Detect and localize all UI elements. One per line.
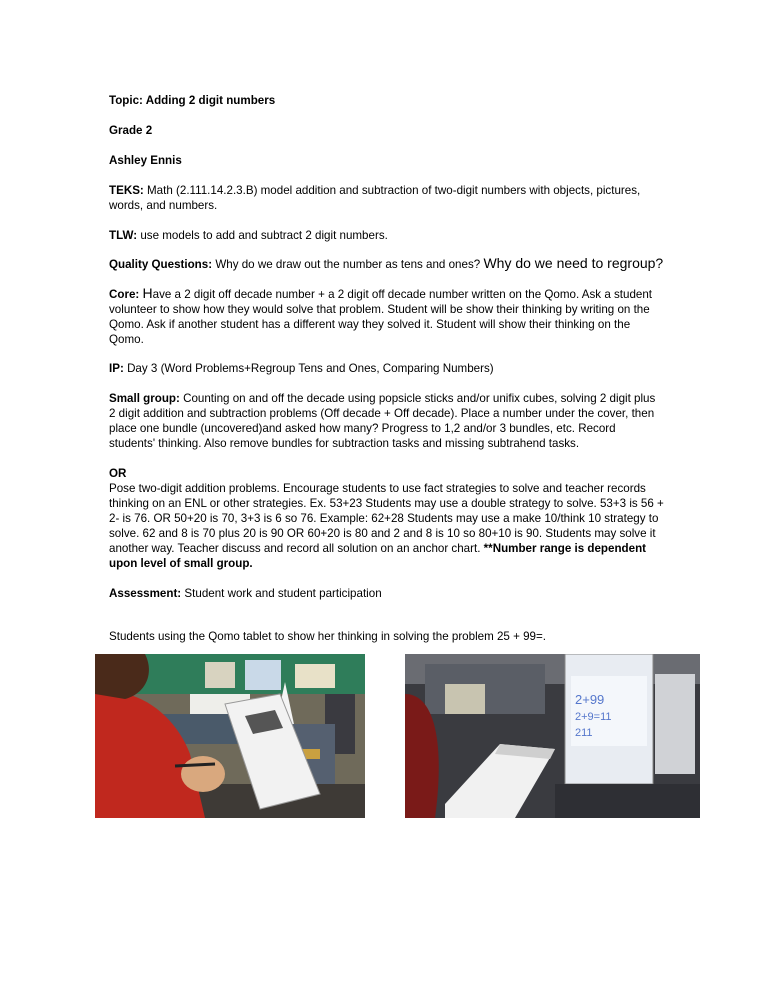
screen-writing-line-1: 2+99 — [575, 692, 605, 707]
or-text: Pose two-digit addition problems. Encourage students to use fact strategies to solve and teacher records thinking on an ENL or other strategies. Ex. 53+23 Students may use a double strategy to solve. 53+3 is 56 + 2- is 76. OR 50+20 is 70, 3+3 is 6 so 76. Example: 62+28 Students may use a make 10/think 10 strategy to solve. 62 and 8 is 70 plus 20 is 90 OR 60+20 is 80 and 2 and 8 is 10 so 80+10 is 90. Students may solve it another way. Teacher discuss and record all solution on an anchor chart. — [109, 482, 664, 555]
tlw-paragraph — [109, 228, 664, 243]
assessment-paragraph — [109, 586, 664, 601]
or-note: **Number range is dependent upon level of small group. — [109, 542, 647, 570]
screen-writing-line-2: 2+9=11 — [575, 711, 612, 723]
or-paragraph — [109, 481, 664, 571]
topic-line — [109, 93, 664, 108]
core-first-letter: H — [142, 285, 153, 301]
topic-label: Topic: — [109, 94, 143, 107]
teks-paragraph — [109, 183, 664, 213]
small-group-paragraph — [109, 391, 664, 451]
screen-writing-line-3: 211 — [575, 727, 593, 739]
ip-label: IP: — [109, 362, 124, 375]
topic-value: Adding 2 digit numbers — [145, 94, 276, 107]
ip-text: Day 3 (Word Problems+Regroup Tens and Ones, Comparing Numbers) — [127, 362, 494, 375]
teks-label: TEKS: — [109, 184, 144, 197]
small-group-label: Small group: — [109, 392, 180, 405]
qq-text1: Why do we draw out the number as tens and ones? — [215, 258, 481, 271]
small-group-text: Counting on and off the decade using popsicle sticks and/or unifix cubes, solving 2 digit plus 2 digit addition and subtraction problems (Off decade + Off decade). Place a number under the cover, then place one bundle (uncovered)and asked how many? Progress to 1,2 and/or 3 bundles, etc. Record students' thinking. Also remove bundles for subtraction tasks and missing subtrahend tasks. — [109, 392, 656, 450]
photo-student-with-tablet — [95, 654, 365, 818]
tlw-text: use models to add and subtract 2 digit numbers. — [140, 229, 388, 242]
teks-text: Math (2.111.14.2.3.B) model addition and subtraction of two-digit numbers with objects, pictures, words, and numbers. — [109, 184, 641, 212]
or-label: OR — [109, 467, 127, 480]
author-line: Ashley Ennis — [109, 154, 182, 167]
grade-line: Grade 2 — [109, 124, 153, 137]
core-label: Core: — [109, 288, 140, 301]
qq-label: Quality Questions: — [109, 258, 213, 271]
tlw-label: TLW: — [109, 229, 138, 242]
ip-paragraph — [109, 361, 664, 376]
assessment-label: Assessment: — [109, 587, 182, 600]
core-text: ave a 2 digit off decade number + a 2 digit off decade number written on the Qomo. Ask a student volunteer to show how they would solve that problem. Student will be show their thinking by writing on the Qomo. Ask if another student has a different way they solved it. Student will show their thinking on the Qomo. — [109, 288, 653, 346]
photo-caption: Students using the Qomo tablet to show her thinking in solving the problem 25 + 99=. — [109, 630, 546, 643]
quality-questions-paragraph — [109, 256, 709, 272]
core-paragraph — [109, 286, 664, 347]
assessment-text: Student work and student participation — [184, 587, 382, 600]
photo-tablet-and-screen — [405, 654, 700, 818]
qq-text2: Why do we need to regroup? — [483, 255, 664, 271]
